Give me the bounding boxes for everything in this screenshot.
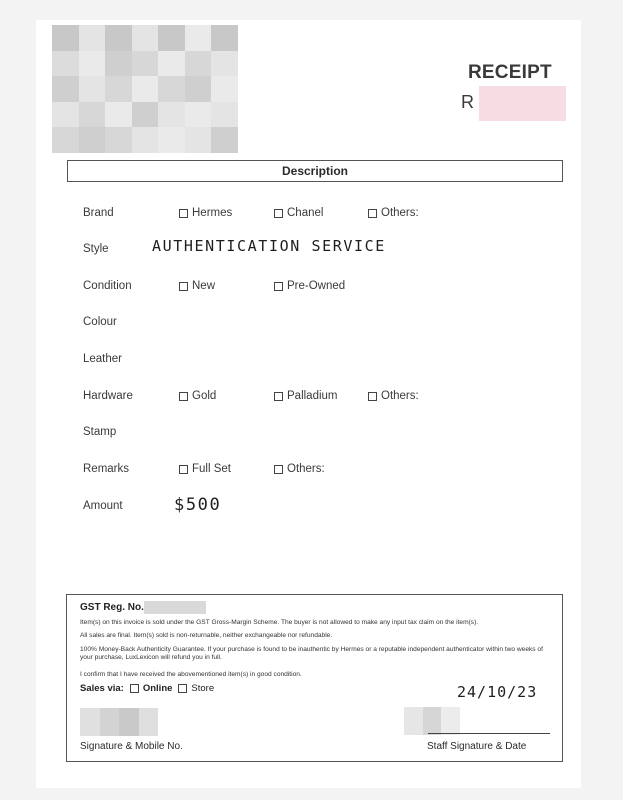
note-confirmation: I confirm that I have received the abovementioned item(s) in good condition. bbox=[80, 671, 302, 678]
checkbox-icon bbox=[274, 209, 283, 218]
amount-handwritten-value: $500 bbox=[174, 495, 222, 515]
redacted-logo bbox=[52, 25, 238, 153]
remarks-label: Remarks bbox=[83, 463, 130, 475]
brand-option-hermes: Hermes bbox=[179, 207, 232, 219]
sales-via bbox=[80, 683, 214, 694]
note-final-sale: All sales are final. Item(s) sold is non-returnable, neither exchangeable nor refundable. bbox=[80, 632, 333, 639]
stamp-label: Stamp bbox=[83, 426, 117, 438]
condition-option-preowned: Pre-Owned bbox=[274, 280, 345, 292]
receipt-title: RECEIPT bbox=[468, 62, 552, 83]
note-gst-scheme: Item(s) on this invoice is sold under the GST Gross-Margin Scheme. The buyer is not allowed to make any input tax claim on the item(s). bbox=[80, 619, 479, 626]
checkbox-icon bbox=[179, 392, 188, 401]
note-guarantee: 100% Money-Back Authenticity Guarantee. If your purchase is found to be inauthentic by Hermes or a reputable independent authenticator within two weeks of your purchase, LuxLexicon will refund you in full. bbox=[80, 646, 543, 661]
redacted-gst-number bbox=[144, 601, 206, 614]
style-handwritten-value: AUTHENTICATION SERVICE bbox=[152, 237, 386, 255]
checkbox-icon bbox=[130, 684, 139, 693]
checkbox-icon bbox=[368, 392, 377, 401]
sales-option-online: Online bbox=[130, 683, 173, 694]
brand-label: Brand bbox=[83, 207, 114, 219]
checkbox-icon bbox=[368, 209, 377, 218]
sales-via-label: Sales via: bbox=[80, 683, 124, 694]
staff-signature-label: Staff Signature & Date bbox=[427, 741, 527, 752]
redacted-staff-signature bbox=[404, 707, 460, 735]
description-heading: Description bbox=[67, 160, 563, 182]
style-label: Style bbox=[83, 243, 109, 255]
checkbox-icon bbox=[274, 392, 283, 401]
remarks-option-others: Others: bbox=[274, 463, 325, 475]
checkbox-icon bbox=[274, 465, 283, 474]
amount-label: Amount bbox=[83, 500, 123, 512]
brand-option-others: Others: bbox=[368, 207, 419, 219]
checkbox-icon bbox=[274, 282, 283, 291]
brand-option-chanel: Chanel bbox=[274, 207, 323, 219]
checkbox-icon bbox=[179, 282, 188, 291]
colour-label: Colour bbox=[83, 316, 117, 328]
hardware-label: Hardware bbox=[83, 390, 133, 402]
remarks-option-fullset: Full Set bbox=[179, 463, 231, 475]
redacted-customer-signature bbox=[80, 708, 158, 736]
checkbox-icon bbox=[179, 209, 188, 218]
hardware-option-palladium: Palladium bbox=[274, 390, 338, 402]
checkbox-icon bbox=[178, 684, 187, 693]
condition-label: Condition bbox=[83, 280, 132, 292]
handwritten-date: 24/10/23 bbox=[457, 683, 538, 701]
sales-option-store: Store bbox=[178, 683, 214, 694]
condition-option-new: New bbox=[179, 280, 215, 292]
hardware-option-gold: Gold bbox=[179, 390, 216, 402]
gst-label: GST Reg. No. bbox=[80, 602, 144, 613]
checkbox-icon bbox=[179, 465, 188, 474]
staff-signature-line bbox=[428, 733, 550, 734]
redacted-receipt-number bbox=[479, 86, 566, 121]
leather-label: Leather bbox=[83, 353, 123, 365]
hardware-option-others: Others: bbox=[368, 390, 419, 402]
customer-signature-label: Signature & Mobile No. bbox=[80, 741, 183, 752]
receipt-number-prefix: R bbox=[461, 92, 474, 112]
